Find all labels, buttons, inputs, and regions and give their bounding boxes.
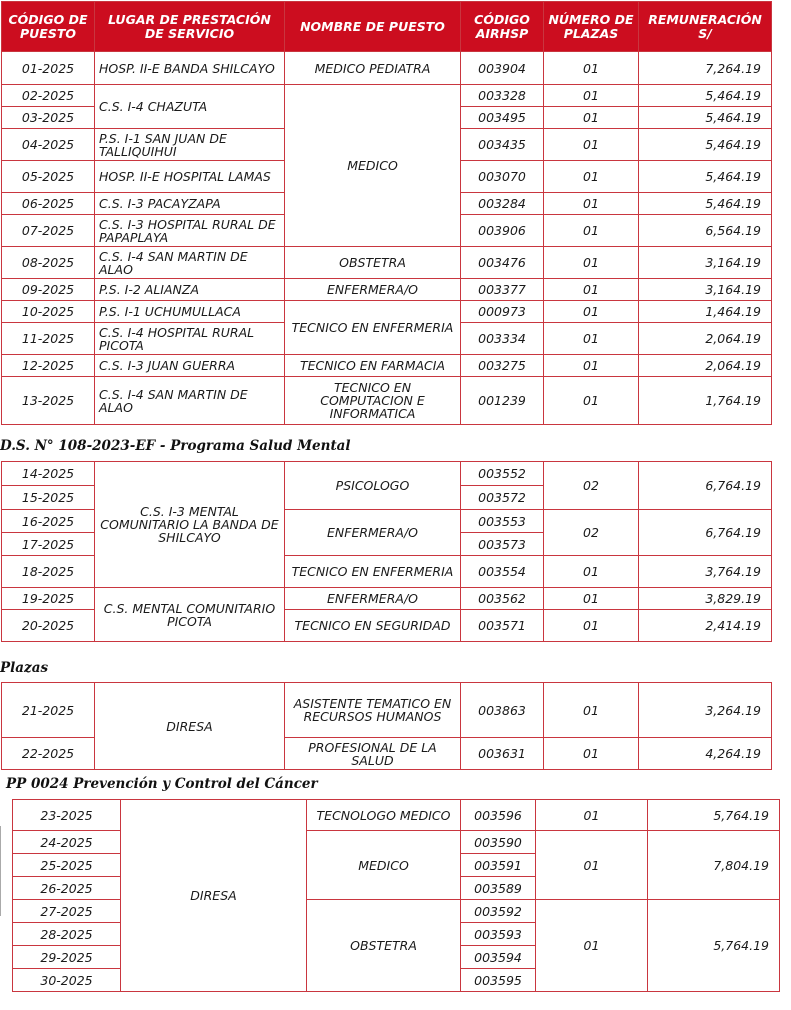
plazas-cell: 01	[544, 129, 639, 161]
codigo-cell: 14-2025	[2, 462, 95, 486]
airhsp-cell: 003476	[461, 247, 544, 279]
codigo-cell: 30-2025	[13, 969, 121, 992]
remuneracion-cell: 6,564.19	[639, 215, 772, 247]
section-title-salud-mental: D.S. N° 108-2023-EF - Programa Salud Mental	[0, 438, 351, 454]
remuneracion-cell: 2,064.19	[639, 355, 772, 377]
lugar-cell: HOSP. II-E BANDA SHILCAYO	[95, 52, 285, 85]
plazas-cell: 01	[544, 193, 639, 215]
airhsp-cell: 003631	[461, 738, 544, 770]
lugar-cell: DIRESA	[121, 800, 307, 992]
codigo-cell: 16-2025	[2, 510, 95, 533]
plazas-cell: 01	[544, 301, 639, 323]
remuneracion-cell: 3,829.19	[639, 588, 772, 610]
codigo-cell: 20-2025	[2, 610, 95, 642]
lugar-cell: C.S. I-3 HOSPITAL RURAL DE PAPAPLAYA	[95, 215, 285, 247]
plazas-cell: 01	[544, 556, 639, 588]
codigo-cell: 17-2025	[2, 533, 95, 556]
remuneracion-cell: 5,464.19	[639, 129, 772, 161]
remuneracion-cell: 6,764.19	[639, 462, 772, 510]
header-nombre: NOMBRE DE PUESTO	[285, 2, 461, 52]
plazas-cell: 01	[544, 355, 639, 377]
airhsp-cell: 003553	[461, 510, 544, 533]
airhsp-cell: 003863	[461, 683, 544, 738]
remuneracion-cell: 3,264.19	[639, 683, 772, 738]
plazas-cell: 01	[544, 52, 639, 85]
codigo-cell: 25-2025	[13, 854, 121, 877]
remuneracion-cell: 1,464.19	[639, 301, 772, 323]
nombre-cell: TECNICO EN FARMACIA	[285, 355, 461, 377]
codigo-cell: 03-2025	[2, 107, 95, 129]
remuneracion-cell: 1,764.19	[639, 377, 772, 425]
codigo-cell: 19-2025	[2, 588, 95, 610]
remuneracion-cell: 5,464.19	[639, 107, 772, 129]
header-codigo-puesto: CÓDIGO DE PUESTO	[2, 2, 95, 52]
codigo-cell: 11-2025	[2, 323, 95, 355]
codigo-cell: 05-2025	[2, 161, 95, 193]
codigo-cell: 02-2025	[2, 85, 95, 107]
codigo-cell: 22-2025	[2, 738, 95, 770]
codigo-cell: 23-2025	[13, 800, 121, 831]
positions-table-salud-mental	[1, 461, 772, 642]
airhsp-cell: 001239	[461, 377, 544, 425]
header-remuneracion: REMUNERACIÓN S/	[639, 2, 772, 52]
header-lugar: LUGAR DE PRESTACIÓN DE SERVICIO	[95, 2, 285, 52]
remuneracion-cell: 3,764.19	[639, 556, 772, 588]
plazas-cell: 01	[544, 161, 639, 193]
plazas-cell: 01	[544, 279, 639, 301]
airhsp-cell: 003590	[461, 831, 536, 854]
remuneracion-cell: 5,464.19	[639, 161, 772, 193]
codigo-cell: 01-2025	[2, 52, 95, 85]
header-plazas: NÚMERO DE PLAZAS	[544, 2, 639, 52]
lugar-cell: P.S. I-1 SAN JUAN DE TALLIQUIHUI	[95, 129, 285, 161]
airhsp-cell: 003906	[461, 215, 544, 247]
lugar-cell: HOSP. II-E HOSPITAL LAMAS	[95, 161, 285, 193]
codigo-cell: 26-2025	[13, 877, 121, 900]
codigo-cell: 21-2025	[2, 683, 95, 738]
positions-table-plazas	[1, 682, 772, 770]
nombre-cell: TECNICO EN ENFERMERIA	[285, 556, 461, 588]
lugar-cell: C.S. I-3 PACAYZAPA	[95, 193, 285, 215]
plazas-cell: 01	[536, 831, 648, 900]
airhsp-cell: 000973	[461, 301, 544, 323]
nombre-cell: ENFERMERA/O	[285, 510, 461, 556]
airhsp-cell: 003571	[461, 610, 544, 642]
airhsp-cell: 003284	[461, 193, 544, 215]
airhsp-cell: 003334	[461, 323, 544, 355]
codigo-cell: 08-2025	[2, 247, 95, 279]
nombre-cell: TECNICO EN ENFERMERIA	[285, 301, 461, 355]
remuneracion-cell: 5,464.19	[639, 193, 772, 215]
airhsp-cell: 003554	[461, 556, 544, 588]
airhsp-cell: 003589	[461, 877, 536, 900]
airhsp-cell: 003592	[461, 900, 536, 923]
codigo-cell: 28-2025	[13, 923, 121, 946]
lugar-cell: C.S. MENTAL COMUNITARIO PICOTA	[95, 588, 285, 642]
nombre-cell: MEDICO	[307, 831, 461, 900]
lugar-cell: P.S. I-2 ALIANZA	[95, 279, 285, 301]
lugar-cell: DIRESA	[95, 683, 285, 770]
airhsp-cell: 003552	[461, 462, 544, 486]
lugar-cell: C.S. I-3 MENTAL COMUNITARIO LA BANDA DE SHILCAYO	[95, 462, 285, 588]
section-title-plazas: Plazas	[0, 660, 49, 676]
positions-table-cancer	[12, 799, 780, 992]
nombre-cell: PROFESIONAL DE LA SALUD	[285, 738, 461, 770]
plazas-cell: 01	[544, 247, 639, 279]
plazas-cell: 02	[544, 510, 639, 556]
codigo-cell: 06-2025	[2, 193, 95, 215]
positions-table-main	[1, 1, 772, 425]
plazas-cell: 01	[544, 85, 639, 107]
airhsp-cell: 003495	[461, 107, 544, 129]
airhsp-cell: 003435	[461, 129, 544, 161]
plazas-cell: 01	[536, 900, 648, 992]
nombre-cell: ASISTENTE TEMATICO EN RECURSOS HUMANOS	[285, 683, 461, 738]
plazas-cell: 01	[544, 738, 639, 770]
codigo-cell: 24-2025	[13, 831, 121, 854]
airhsp-cell: 003377	[461, 279, 544, 301]
lugar-cell: C.S. I-4 SAN MARTIN DE ALAO	[95, 247, 285, 279]
remuneracion-cell: 5,764.19	[648, 900, 780, 992]
remuneracion-cell: 2,064.19	[639, 323, 772, 355]
airhsp-cell: 003573	[461, 533, 544, 556]
plazas-cell: 01	[544, 323, 639, 355]
nombre-cell: TECNICO EN COMPUTACION E INFORMATICA	[285, 377, 461, 425]
codigo-cell: 10-2025	[2, 301, 95, 323]
lugar-cell: C.S. I-4 CHAZUTA	[95, 85, 285, 129]
airhsp-cell: 003593	[461, 923, 536, 946]
airhsp-cell: 003596	[461, 800, 536, 831]
remuneracion-cell: 4,264.19	[639, 738, 772, 770]
section-title-cancer: PP 0024 Prevención y Control del Cáncer	[6, 776, 318, 792]
nombre-cell: OBSTETRA	[285, 247, 461, 279]
nombre-cell: PSICOLOGO	[285, 462, 461, 510]
plazas-cell: 01	[544, 610, 639, 642]
codigo-cell: 12-2025	[2, 355, 95, 377]
nombre-cell: ENFERMERA/O	[285, 279, 461, 301]
remuneracion-cell: 2,414.19	[639, 610, 772, 642]
codigo-cell: 13-2025	[2, 377, 95, 425]
airhsp-cell: 003328	[461, 85, 544, 107]
codigo-cell: 04-2025	[2, 129, 95, 161]
nombre-cell: OBSTETRA	[307, 900, 461, 992]
remuneracion-cell: 7,804.19	[648, 831, 780, 900]
airhsp-cell: 003595	[461, 969, 536, 992]
codigo-cell: 07-2025	[2, 215, 95, 247]
codigo-cell: 09-2025	[2, 279, 95, 301]
codigo-cell: 18-2025	[2, 556, 95, 588]
airhsp-cell: 003594	[461, 946, 536, 969]
nombre-cell: ENFERMERA/O	[285, 588, 461, 610]
plazas-cell: 01	[544, 377, 639, 425]
remuneracion-cell: 6,764.19	[639, 510, 772, 556]
plazas-cell: 02	[544, 462, 639, 510]
airhsp-cell: 003591	[461, 854, 536, 877]
airhsp-cell: 003562	[461, 588, 544, 610]
remuneracion-cell: 5,464.19	[639, 85, 772, 107]
plazas-cell: 01	[536, 800, 648, 831]
nombre-cell: MEDICO	[285, 85, 461, 247]
codigo-cell: 27-2025	[13, 900, 121, 923]
lugar-cell: C.S. I-4 SAN MARTIN DE ALAO	[95, 377, 285, 425]
lugar-cell: C.S. I-3 JUAN GUERRA	[95, 355, 285, 377]
nombre-cell: TECNICO EN SEGURIDAD	[285, 610, 461, 642]
lugar-cell: C.S. I-4 HOSPITAL RURAL PICOTA	[95, 323, 285, 355]
plazas-cell: 01	[544, 107, 639, 129]
airhsp-cell: 003572	[461, 486, 544, 510]
plazas-cell: 01	[544, 588, 639, 610]
plazas-cell: 01	[544, 215, 639, 247]
nombre-cell: MEDICO PEDIATRA	[285, 52, 461, 85]
airhsp-cell: 003904	[461, 52, 544, 85]
codigo-cell: 29-2025	[13, 946, 121, 969]
lugar-cell: P.S. I-1 UCHUMULLACA	[95, 301, 285, 323]
remuneracion-cell: 3,164.19	[639, 279, 772, 301]
plazas-cell: 01	[544, 683, 639, 738]
nombre-cell: TECNOLOGO MEDICO	[307, 800, 461, 831]
remuneracion-cell: 3,164.19	[639, 247, 772, 279]
airhsp-cell: 003275	[461, 355, 544, 377]
header-airhsp: CÓDIGO AIRHSP	[461, 2, 544, 52]
remuneracion-cell: 5,764.19	[648, 800, 780, 831]
remuneracion-cell: 7,264.19	[639, 52, 772, 85]
codigo-cell: 15-2025	[2, 486, 95, 510]
airhsp-cell: 003070	[461, 161, 544, 193]
